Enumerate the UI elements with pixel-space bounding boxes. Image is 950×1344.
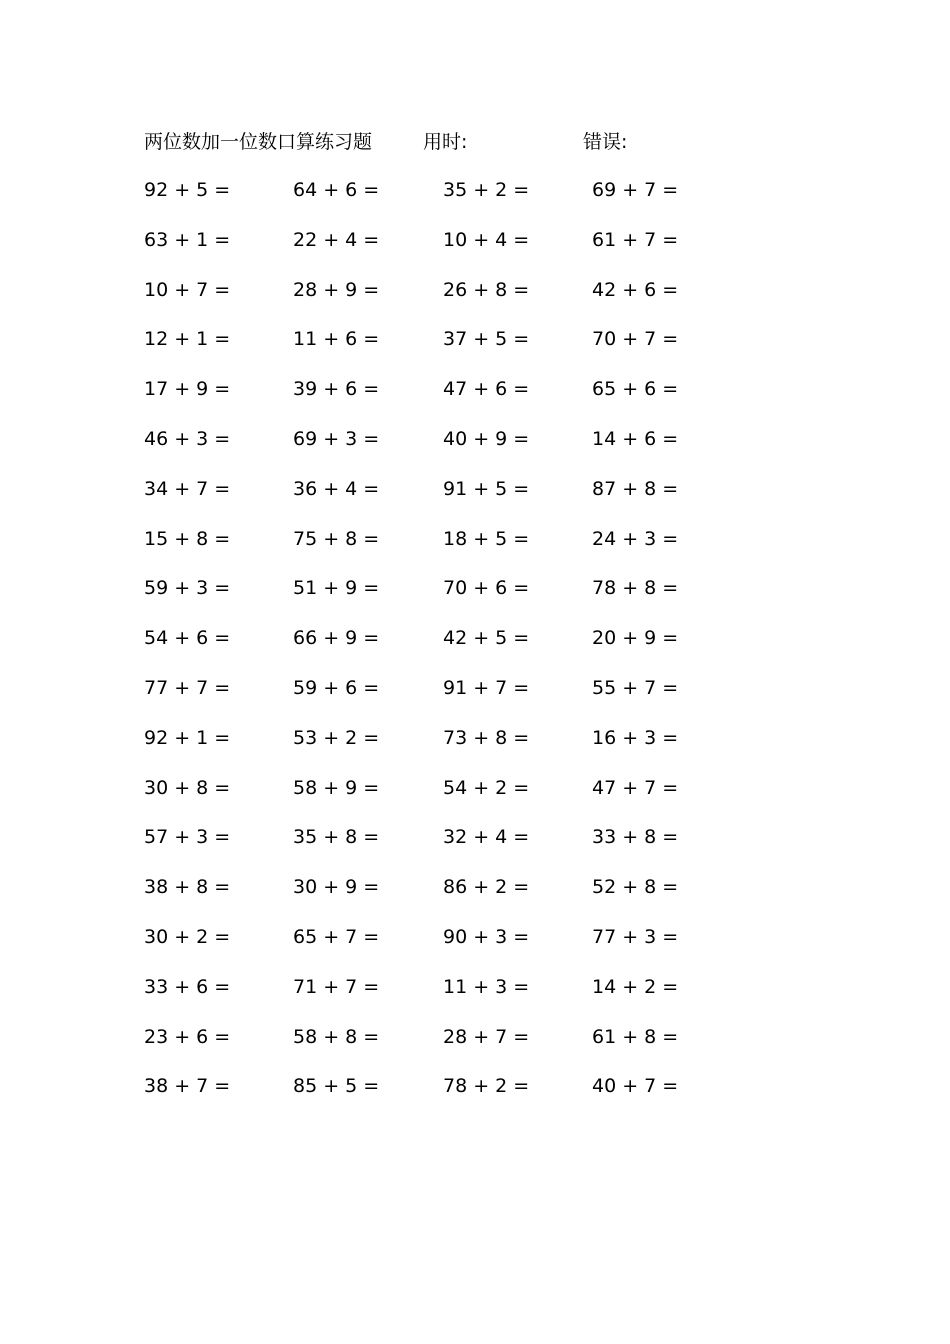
- problem-item: 58 + 9 =: [293, 776, 380, 799]
- problem-item: 85 + 5 =: [293, 1075, 380, 1098]
- problem-item: 57 + 3 =: [144, 826, 231, 849]
- problem-item: 11 + 3 =: [443, 975, 530, 998]
- problem-row: [144, 475, 764, 525]
- problem-item: 55 + 7 =: [592, 676, 679, 699]
- problem-item: 77 + 7 =: [144, 676, 231, 699]
- problem-item: 54 + 6 =: [144, 627, 231, 650]
- worksheet-title: 两位数加一位数口算练习题: [144, 131, 373, 153]
- problem-item: 24 + 3 =: [592, 527, 679, 550]
- problem-row: [144, 674, 764, 724]
- problem-item: 75 + 8 =: [293, 527, 380, 550]
- problem-item: 90 + 3 =: [443, 925, 530, 948]
- problem-item: 28 + 7 =: [443, 1025, 530, 1048]
- problem-item: 40 + 9 =: [443, 427, 530, 450]
- problem-item: 16 + 3 =: [592, 726, 679, 749]
- problem-item: 34 + 7 =: [144, 477, 231, 500]
- problem-item: 70 + 6 =: [443, 577, 530, 600]
- problem-item: 71 + 7 =: [293, 975, 380, 998]
- problem-item: 70 + 7 =: [592, 328, 679, 351]
- problem-row: [144, 574, 764, 624]
- problem-item: 91 + 7 =: [443, 676, 530, 699]
- problem-item: 73 + 8 =: [443, 726, 530, 749]
- problem-item: 59 + 3 =: [144, 577, 231, 600]
- problem-item: 58 + 8 =: [293, 1025, 380, 1048]
- problem-item: 59 + 6 =: [293, 676, 380, 699]
- problem-item: 32 + 4 =: [443, 826, 530, 849]
- problem-item: 64 + 6 =: [293, 179, 380, 201]
- problem-item: 42 + 5 =: [443, 627, 530, 650]
- problem-grid: [144, 176, 764, 1122]
- problem-item: 77 + 3 =: [592, 925, 679, 948]
- problem-row: [144, 276, 764, 326]
- problem-item: 92 + 5 =: [144, 179, 231, 201]
- problem-item: 53 + 2 =: [293, 726, 380, 749]
- problem-row: [144, 226, 764, 276]
- problem-item: 18 + 5 =: [443, 527, 530, 550]
- problem-row: [144, 325, 764, 375]
- problem-item: 15 + 8 =: [144, 527, 231, 550]
- problem-item: 14 + 6 =: [592, 427, 679, 450]
- problem-item: 33 + 8 =: [592, 826, 679, 849]
- problem-item: 66 + 9 =: [293, 627, 380, 650]
- problem-item: 23 + 6 =: [144, 1025, 231, 1048]
- problem-item: 38 + 7 =: [144, 1075, 231, 1098]
- problem-item: 86 + 2 =: [443, 876, 530, 899]
- problem-item: 39 + 6 =: [293, 378, 380, 401]
- problem-row: [144, 525, 764, 575]
- worksheet-header: [0, 128, 950, 156]
- problem-item: 36 + 4 =: [293, 477, 380, 500]
- problem-item: 69 + 3 =: [293, 427, 380, 450]
- problem-item: 11 + 6 =: [293, 328, 380, 351]
- problem-item: 47 + 7 =: [592, 776, 679, 799]
- problem-row: [144, 973, 764, 1023]
- problem-item: 63 + 1 =: [144, 228, 231, 251]
- problem-row: [144, 823, 764, 873]
- problem-item: 91 + 5 =: [443, 477, 530, 500]
- problem-item: 35 + 8 =: [293, 826, 380, 849]
- problem-item: 17 + 9 =: [144, 378, 231, 401]
- problem-row: [144, 923, 764, 973]
- problem-item: 52 + 8 =: [592, 876, 679, 899]
- problem-item: 38 + 8 =: [144, 876, 231, 899]
- problem-row: [144, 375, 764, 425]
- problem-item: 69 + 7 =: [592, 179, 679, 201]
- problem-row: [144, 176, 764, 226]
- problem-item: 61 + 7 =: [592, 228, 679, 251]
- problem-item: 40 + 7 =: [592, 1075, 679, 1098]
- problem-item: 61 + 8 =: [592, 1025, 679, 1048]
- problem-item: 35 + 2 =: [443, 179, 530, 201]
- problem-item: 37 + 5 =: [443, 328, 530, 351]
- problem-item: 46 + 3 =: [144, 427, 231, 450]
- problem-item: 47 + 6 =: [443, 378, 530, 401]
- problem-item: 12 + 1 =: [144, 328, 231, 351]
- problem-item: 14 + 2 =: [592, 975, 679, 998]
- problem-item: 33 + 6 =: [144, 975, 231, 998]
- problem-row: [144, 425, 764, 475]
- problem-item: 20 + 9 =: [592, 627, 679, 650]
- problem-item: 10 + 7 =: [144, 278, 231, 301]
- problem-item: 78 + 2 =: [443, 1075, 530, 1098]
- problem-item: 42 + 6 =: [592, 278, 679, 301]
- problem-item: 78 + 8 =: [592, 577, 679, 600]
- problem-item: 54 + 2 =: [443, 776, 530, 799]
- problem-item: 10 + 4 =: [443, 228, 530, 251]
- error-label: 错误:: [583, 131, 628, 153]
- time-label: 用时:: [423, 131, 468, 153]
- problem-row: [144, 1023, 764, 1073]
- problem-item: 87 + 8 =: [592, 477, 679, 500]
- problem-row: [144, 724, 764, 774]
- problem-item: 51 + 9 =: [293, 577, 380, 600]
- problem-item: 65 + 6 =: [592, 378, 679, 401]
- problem-item: 30 + 2 =: [144, 925, 231, 948]
- problem-item: 65 + 7 =: [293, 925, 380, 948]
- problem-row: [144, 1072, 764, 1122]
- problem-row: [144, 624, 764, 674]
- problem-row: [144, 873, 764, 923]
- problem-item: 28 + 9 =: [293, 278, 380, 301]
- problem-item: 26 + 8 =: [443, 278, 530, 301]
- problem-item: 30 + 8 =: [144, 776, 231, 799]
- problem-row: [144, 774, 764, 824]
- problem-item: 30 + 9 =: [293, 876, 380, 899]
- problem-item: 92 + 1 =: [144, 726, 231, 749]
- problem-item: 22 + 4 =: [293, 228, 380, 251]
